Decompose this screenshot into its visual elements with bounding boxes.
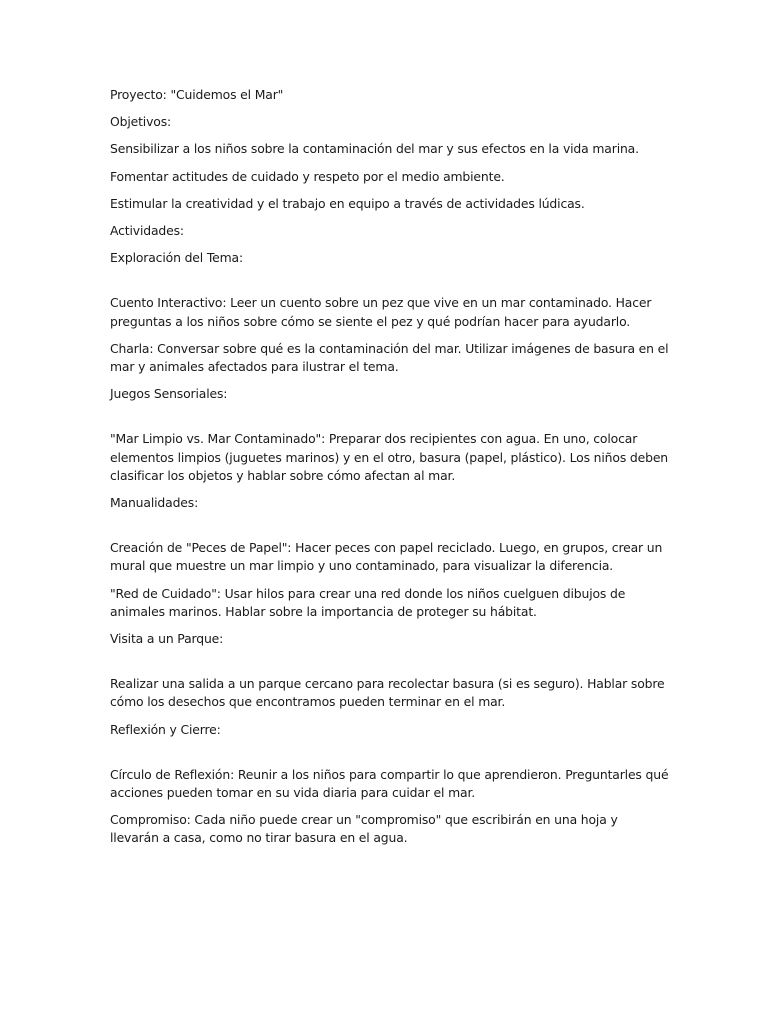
objective-item: Estimular la creatividad y el trabajo en equipo a través de actividades lúdicas.: [110, 195, 585, 211]
closing-item: Círculo de Reflexión: Reunir a los niños para compartir lo que aprendieron. Preguntarles qué acciones pueden tomar en su vida diaria para cuidar el mar.: [110, 766, 669, 801]
closing-item: Compromiso: Cada niño puede crear un "compromiso" que escribirán en una hoja y llevarán a casa, como no tirar basura en el agua.: [110, 812, 618, 846]
activities-heading: Actividades:: [110, 223, 184, 239]
objective-item: Fomentar actitudes de cuidado y respeto por el medio ambiente.: [110, 168, 505, 184]
document-title: Proyecto: "Cuidemos el Mar": [110, 87, 284, 102]
objectives-heading: Objetivos:: [110, 114, 172, 130]
crafts-item: Creación de "Peces de Papel": Hacer peces con papel reciclado. Luego, en grupos, crear un mural que muestre un mar limpio y uno contaminado, para visualizar la diferencia.: [110, 540, 663, 574]
exploration-heading: Exploración del Tema:: [110, 250, 244, 266]
closing-heading: Reflexión y Cierre:: [110, 721, 221, 737]
document-body: [110, 86, 670, 857]
exploration-item: Cuento Interactivo: Leer un cuento sobre un pez que vive en un mar contaminado. Hacer preguntas a los niños sobre cómo se siente el pez y qué podrían hacer para ayudarlo.: [110, 295, 652, 329]
sensory-heading: Juegos Sensoriales:: [110, 386, 228, 402]
visit-item: Realizar una salida a un parque cercano para recolectar basura (si es seguro). Hablar sobre cómo los desechos que encontramos pueden terminar en el mar.: [110, 676, 665, 710]
visit-heading: Visita a un Parque:: [110, 631, 224, 647]
exploration-item: Charla: Conversar sobre qué es la contaminación del mar. Utilizar imágenes de basura en el mar y animales afectados para ilustrar el tema.: [110, 340, 669, 375]
crafts-heading: Manualidades:: [110, 495, 199, 511]
objective-item: Sensibilizar a los niños sobre la contaminación del mar y sus efectos en la vida marina.: [110, 141, 639, 157]
crafts-item: "Red de Cuidado": Usar hilos para crear una red donde los niños cuelguen dibujos de animales marinos. Hablar sobre la importancia de proteger su hábitat.: [110, 585, 626, 619]
sensory-item: "Mar Limpio vs. Mar Contaminado": Preparar dos recipientes con agua. En uno, colocar elementos limpios (juguetes marinos) y en el otro, basura (papel, plástico). Los niños deben clasificar los objetos y hablar sobre cómo afectan al mar.: [110, 431, 668, 483]
